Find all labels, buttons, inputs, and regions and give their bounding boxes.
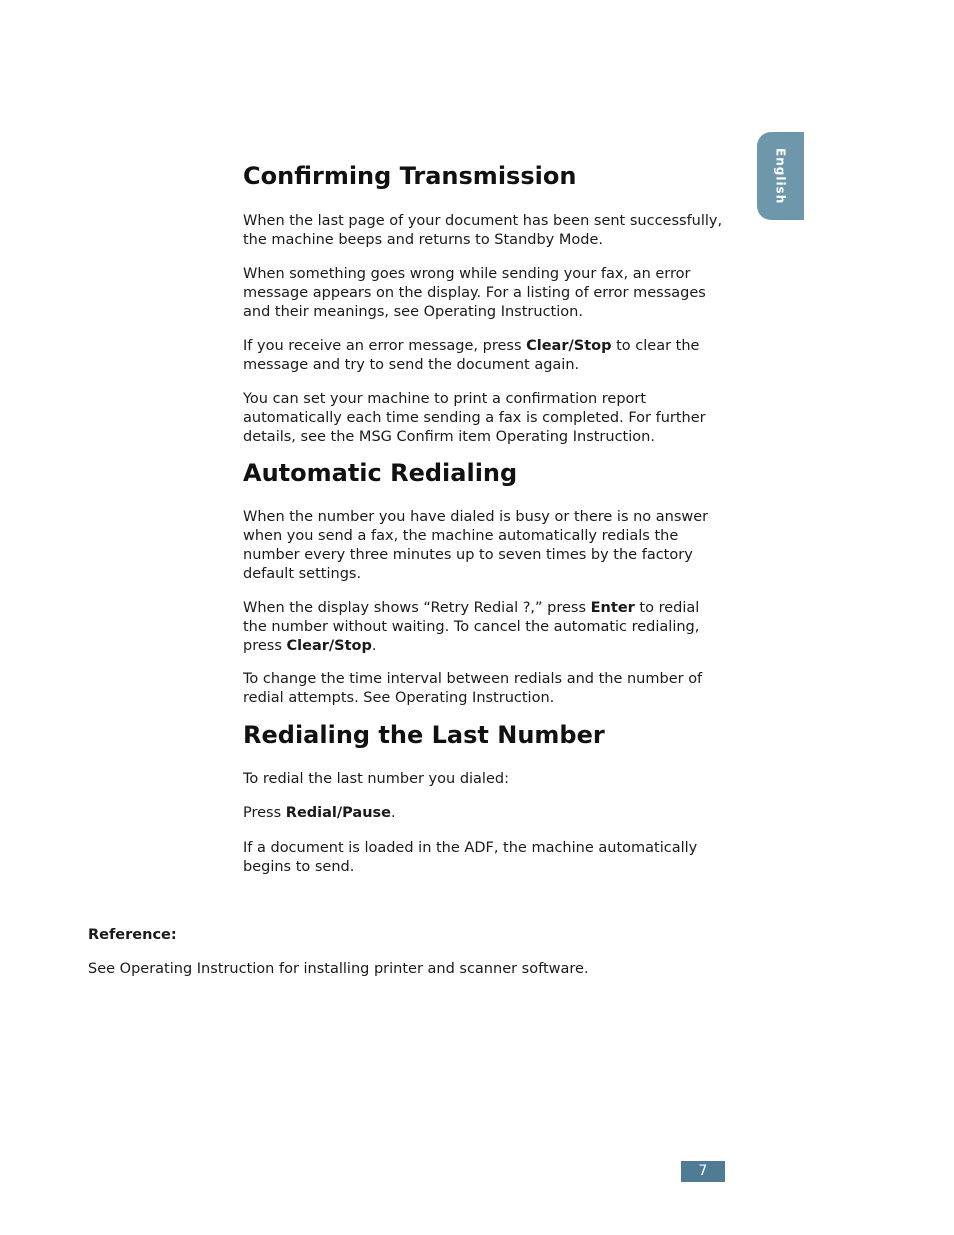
text-run: If you receive an error message, press — [243, 338, 527, 354]
paragraph: If a document is loaded in the ADF, the machine automatically begins to send. — [243, 840, 698, 875]
text-run: . — [371, 638, 377, 654]
paragraph: When the number you have dialed is busy or there is no answer when you send a fax, the machine automatically redials the number every three minutes up to seven times by the factory default settings. — [243, 509, 709, 582]
key-name: Enter — [590, 600, 635, 616]
paragraph — [243, 599, 723, 656]
section-heading-redialing-last: Redialing the Last Number — [243, 721, 605, 749]
section-heading-automatic-redialing: Automatic Redialing — [243, 459, 518, 487]
text-run: . — [391, 805, 396, 821]
paragraph: When the last page of your document has been sent successfully, the machine beeps and returns to Standby Mode. — [243, 213, 723, 248]
reference-text: See Operating Instruction for installing printer and scanner software. — [88, 961, 589, 977]
language-tab — [757, 132, 804, 220]
text-run: to clear the message and try to send the document again. — [243, 338, 700, 373]
paragraph — [243, 804, 723, 823]
paragraph: To change the time interval between redials and the number of redial attempts. See Operating Instruction. — [243, 671, 703, 706]
reference-label: Reference: — [88, 927, 177, 943]
paragraph — [243, 337, 723, 375]
text-run: When the display shows “Retry Redial ?,” press — [243, 600, 591, 616]
paragraph: When something goes wrong while sending your fax, an error message appears on the display. For a listing of error messages and their meanings, see Operating Instruction. — [243, 266, 706, 320]
key-name: Clear/Stop — [526, 338, 612, 354]
paragraph: You can set your machine to print a confirmation report automatically each time sending a fax is completed. For further details, see the MSG Confirm item Operating Instruction. — [243, 391, 706, 445]
text-run: Press — [243, 805, 286, 821]
language-tab-label: English — [773, 147, 788, 205]
text-run: to redial the number without waiting. To cancel the automatic redialing, press — [243, 600, 700, 654]
page-number: 7 — [681, 1161, 725, 1182]
paragraph: To redial the last number you dialed: — [243, 771, 509, 787]
key-name: Clear/Stop — [286, 638, 372, 654]
section-heading-confirming: Confirming Transmission — [243, 162, 577, 190]
key-name: Redial/Pause — [285, 805, 391, 821]
